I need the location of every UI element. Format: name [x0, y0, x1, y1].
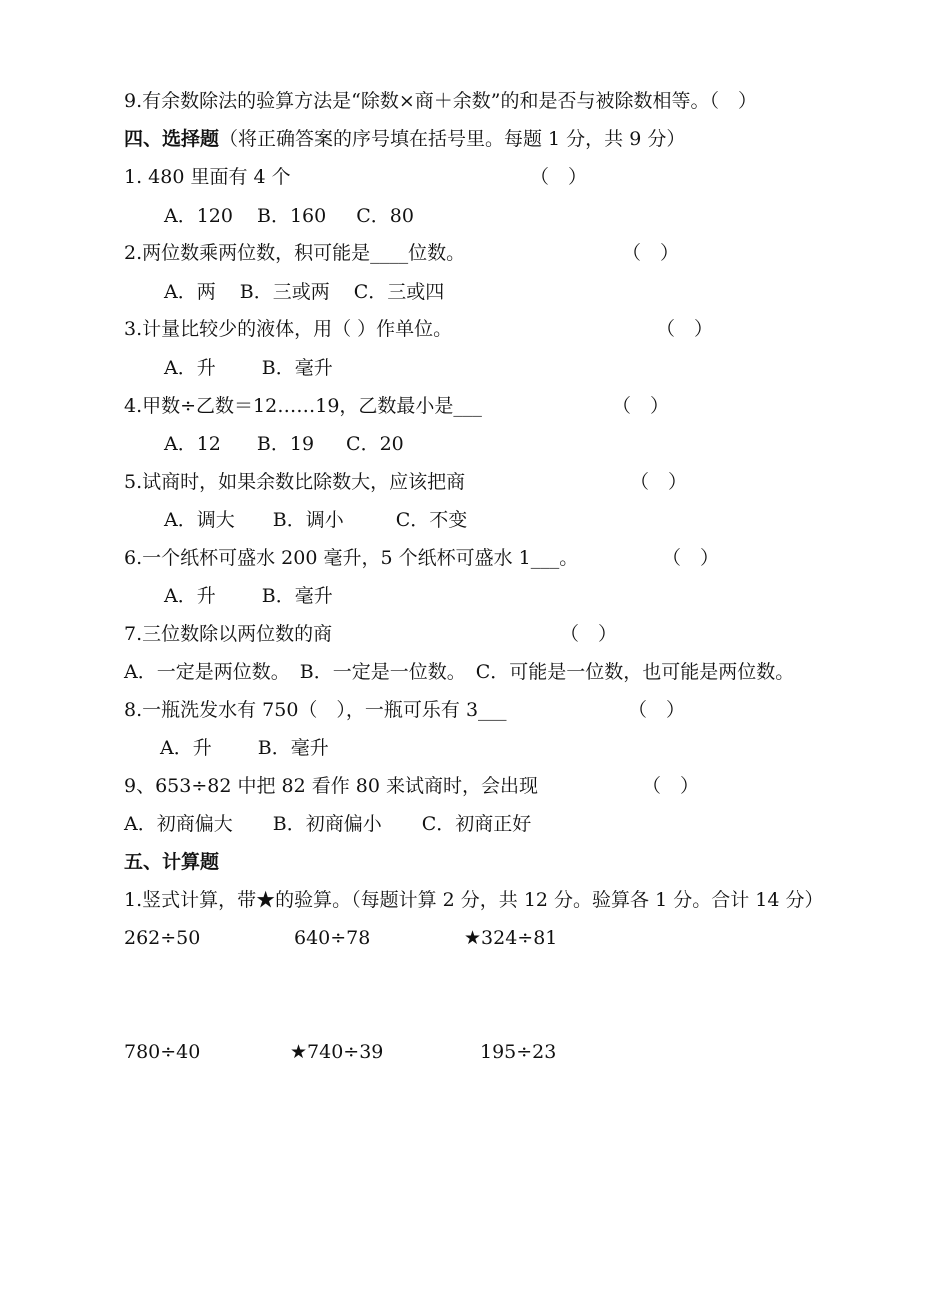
choice-options-7	[124, 660, 794, 684]
calc-problem-3: ★324÷81	[464, 927, 558, 949]
option-b[interactable]: B．三或两	[239, 281, 330, 303]
choice-options-9	[124, 812, 531, 836]
option-c[interactable]: C．三或四	[353, 281, 445, 303]
calc-problem-1: 262÷50	[124, 927, 201, 949]
choice-options-4	[164, 432, 404, 456]
choice-options-1	[164, 204, 414, 228]
answer-paren-2[interactable]: （ ）	[622, 242, 680, 264]
section-4-heading	[124, 127, 685, 151]
option-a[interactable]: A．升	[164, 585, 216, 607]
choice-question-8: 8.一瓶洗发水有 750（ ），一瓶可乐有 3___	[124, 699, 507, 721]
option-a[interactable]: A．初商偏大	[124, 813, 233, 835]
section-4-note: （将正确答案的序号填在括号里。每题 1 分，共 9 分）	[219, 128, 686, 150]
option-b[interactable]: B．160	[257, 205, 327, 227]
choice-question-2: 2.两位数乘两位数，积可能是____位数。	[124, 242, 466, 264]
option-b[interactable]: B．一定是一位数。	[299, 661, 466, 683]
option-a[interactable]: A．一定是两位数。	[124, 661, 290, 683]
option-a[interactable]: A．升	[164, 357, 216, 379]
choice-question-5: 5.试商时，如果余数比除数大，应该把商	[124, 471, 466, 493]
judge-question-9: 9.有余数除法的验算方法是“除数×商＋余数”的和是否与被除数相等。（ ）	[124, 90, 757, 112]
option-c[interactable]: C．初商正好	[421, 813, 532, 835]
choice-question-6: 6.一个纸杯可盛水 200 毫升，5 个纸杯可盛水 1___。	[124, 547, 579, 569]
option-b[interactable]: B．初商偏小	[272, 813, 382, 835]
calc-problem-2: 640÷78	[294, 927, 371, 949]
option-c[interactable]: C．20	[346, 433, 404, 455]
answer-paren-5[interactable]: （ ）	[630, 471, 688, 493]
calc-problem-5: ★740÷39	[290, 1041, 384, 1063]
option-a[interactable]: A．两	[164, 281, 216, 303]
answer-paren-6[interactable]: （ ）	[662, 547, 720, 569]
option-a[interactable]: A．调大	[164, 509, 235, 531]
option-b[interactable]: B．毫升	[261, 585, 333, 607]
calc-problem-6: 195÷23	[480, 1041, 557, 1063]
choice-question-9: 9、653÷82 中把 82 看作 80 来试商时，会出现	[124, 775, 539, 797]
option-b[interactable]: B．19	[256, 433, 315, 455]
choice-question-4: 4.甲数÷乙数＝12……19，乙数最小是___	[124, 395, 482, 417]
answer-paren-3[interactable]: （ ）	[656, 318, 714, 340]
option-b[interactable]: B．调小	[272, 509, 344, 531]
option-c[interactable]: C．不变	[395, 509, 468, 531]
choice-options-5	[164, 508, 467, 532]
choice-question-3: 3.计量比较少的液体，用（ ）作单位。	[124, 318, 453, 340]
choice-options-6	[164, 584, 333, 608]
section-5-instruction: 1.竖式计算，带★的验算。（每题计算 2 分，共 12 分。验算各 1 分。合计 14 分）	[124, 889, 824, 911]
choice-question-7: 7.三位数除以两位数的商	[124, 623, 333, 645]
option-a[interactable]: A．升	[160, 737, 212, 759]
answer-paren-9[interactable]: （ ）	[642, 775, 700, 797]
option-a[interactable]: A．12	[164, 433, 221, 455]
choice-options-3	[164, 356, 333, 380]
answer-paren-7[interactable]: （ ）	[560, 623, 618, 645]
answer-paren-1[interactable]: （ ）	[530, 166, 588, 188]
answer-paren-8[interactable]: （ ）	[628, 699, 686, 721]
answer-paren-4[interactable]: （ ）	[612, 395, 670, 417]
option-b[interactable]: B．毫升	[261, 357, 333, 379]
option-b[interactable]: B．毫升	[257, 737, 329, 759]
option-c[interactable]: C．80	[356, 205, 414, 227]
calc-problem-4: 780÷40	[124, 1041, 201, 1063]
choice-options-2	[164, 280, 444, 304]
section-5-title: 五、计算题	[124, 851, 220, 873]
choice-options-8	[160, 736, 329, 760]
option-a[interactable]: A．120	[164, 205, 233, 227]
option-c[interactable]: C．可能是一位数，也可能是两位数。	[475, 661, 795, 683]
section-4-title: 四、选择题	[124, 128, 220, 150]
choice-question-1: 1. 480 里面有 4 个	[124, 166, 291, 188]
